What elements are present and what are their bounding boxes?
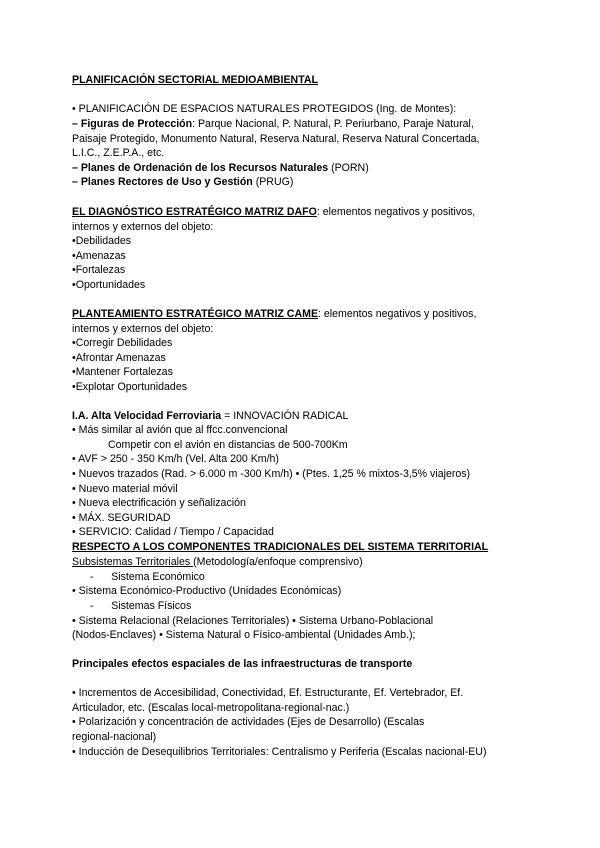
porn-label: Planes de Ordenación de los Recursos Naturales [80, 162, 329, 174]
came-heading-line [72, 307, 476, 322]
porn-line [72, 161, 369, 176]
figuras-dash: – [72, 118, 81, 130]
ave-line: • Nuevo material móvil [72, 483, 178, 495]
dafo-item: •Amenazas [72, 250, 126, 262]
ave-line: • AVF > 250 - 350 Km/h (Vel. Alta 200 Km/h) [72, 453, 279, 465]
figuras-cont-2: L.I.C., Z.E.P.A., etc. [72, 147, 165, 159]
came-heading-rest: : elementos negativos y positivos, [318, 308, 477, 320]
subsistemas-text: (Metodología/enfoque comprensivo) [193, 556, 363, 568]
efectos-line: Articulador, etc. (Escalas local-metropolitana-regional-nac.) [72, 702, 350, 714]
porn-dash: – [72, 162, 81, 174]
subsistemas-label: Subsistemas Territoriales [72, 556, 194, 568]
subsistemas-line [72, 555, 363, 570]
ave-line: • MÁX. SEGURIDAD [72, 512, 171, 524]
territorial-line: • Sistema Relacional (Relaciones Territoriales) • Sistema Urbano-Poblacional [72, 615, 434, 627]
prug-label: Planes Rectores de Uso y Gestión [80, 176, 253, 188]
dafo-item: •Debilidades [72, 235, 132, 247]
figuras-cont-1: Paisaje Protegido, Monumento Natural, Reserva Natural, Reserva Natural Concertada, [72, 133, 480, 145]
efectos-line: • Incrementos de Accesibilidad, Conectividad, Ef. Estructurante, Ef. Vertebrador, Ef. [72, 687, 464, 699]
dafo-heading: EL DIAGNÓSTICO ESTRATÉGICO MATRIZ DAFO [72, 206, 317, 218]
efectos-line: regional-nacional) [72, 731, 157, 743]
ave-line: Competir con el avión en distancias de 500-700Km [108, 439, 348, 451]
territorial-line: • Sistema Económico-Productivo (Unidades Económicas) [72, 585, 342, 597]
ave-heading: I.A. Alta Velocidad Ferroviaria [72, 410, 222, 422]
dafo-item: •Fortalezas [72, 264, 126, 276]
figuras-line [72, 117, 474, 132]
territorial-line: (Nodos-Enclaves) • Sistema Natural o Físico-ambiental (Unidades Amb.); [72, 629, 416, 641]
prug-text: (PRUG) [252, 176, 294, 188]
ave-heading-rest: = INNOVACIÓN RADICAL [221, 410, 349, 422]
territorial-heading: RESPECTO A LOS COMPONENTES TRADICIONALES DEL SISTEMA TERRITORIAL [72, 541, 489, 553]
prug-dash: – [72, 176, 81, 188]
came-item: •Explotar Oportunidades [72, 381, 188, 393]
dafo-heading-rest: : elementos negativos y positivos, [316, 206, 476, 218]
figuras-text: : Parque Nacional, P. Natural, P. Periurbano, Paraje Natural, [192, 118, 474, 130]
ave-heading-line [72, 409, 348, 424]
prug-line [72, 175, 293, 190]
efectos-heading: Principales efectos espaciales de las infraestructuras de transporte [72, 658, 413, 670]
enp-heading: • PLANIFICACIÓN DE ESPACIOS NATURALES PROTEGIDOS (Ing. de Montes): [72, 103, 457, 115]
ave-line: • SERVICIO: Calidad / Tiempo / Capacidad [72, 526, 274, 538]
came-heading: PLANTEAMIENTO ESTRATÉGICO MATRIZ CAME [72, 308, 319, 320]
efectos-line: • Polarización y concentración de actividades (Ejes de Desarrollo) (Escalas [72, 716, 425, 728]
ave-line: • Nueva electrificación y señalización [72, 497, 246, 509]
dafo-heading-line [72, 205, 475, 220]
territorial-line: - Sistema Económico [90, 571, 205, 583]
figuras-label: Figuras de Protección [80, 118, 193, 130]
came-cont: internos y externos del objeto: [72, 323, 214, 335]
came-item: •Afrontar Amenazas [72, 352, 166, 364]
efectos-line: • Inducción de Desequilibrios Territoriales: Centralismo y Periferia (Escalas nacional-EU) [72, 746, 487, 758]
porn-text: (PORN) [328, 162, 369, 174]
ave-line: • Más similar al avión que al ffcc.convencional [72, 424, 288, 436]
dafo-item: •Oportunidades [72, 279, 146, 291]
territorial-line: - Sistemas Físicos [90, 600, 192, 612]
ave-line: • Nuevos trazados (Rad. > 6.000 m -300 Km/h) • (Ptes. 1,25 % mixtos-3,5% viajeros) [72, 468, 471, 480]
page-title: PLANIFICACIÓN SECTORIAL MEDIOAMBIENTAL [72, 74, 319, 86]
dafo-cont: internos y externos del objeto: [72, 221, 214, 233]
came-item: •Mantener Fortalezas [72, 366, 173, 378]
came-item: •Corregir Debilidades [72, 337, 173, 349]
